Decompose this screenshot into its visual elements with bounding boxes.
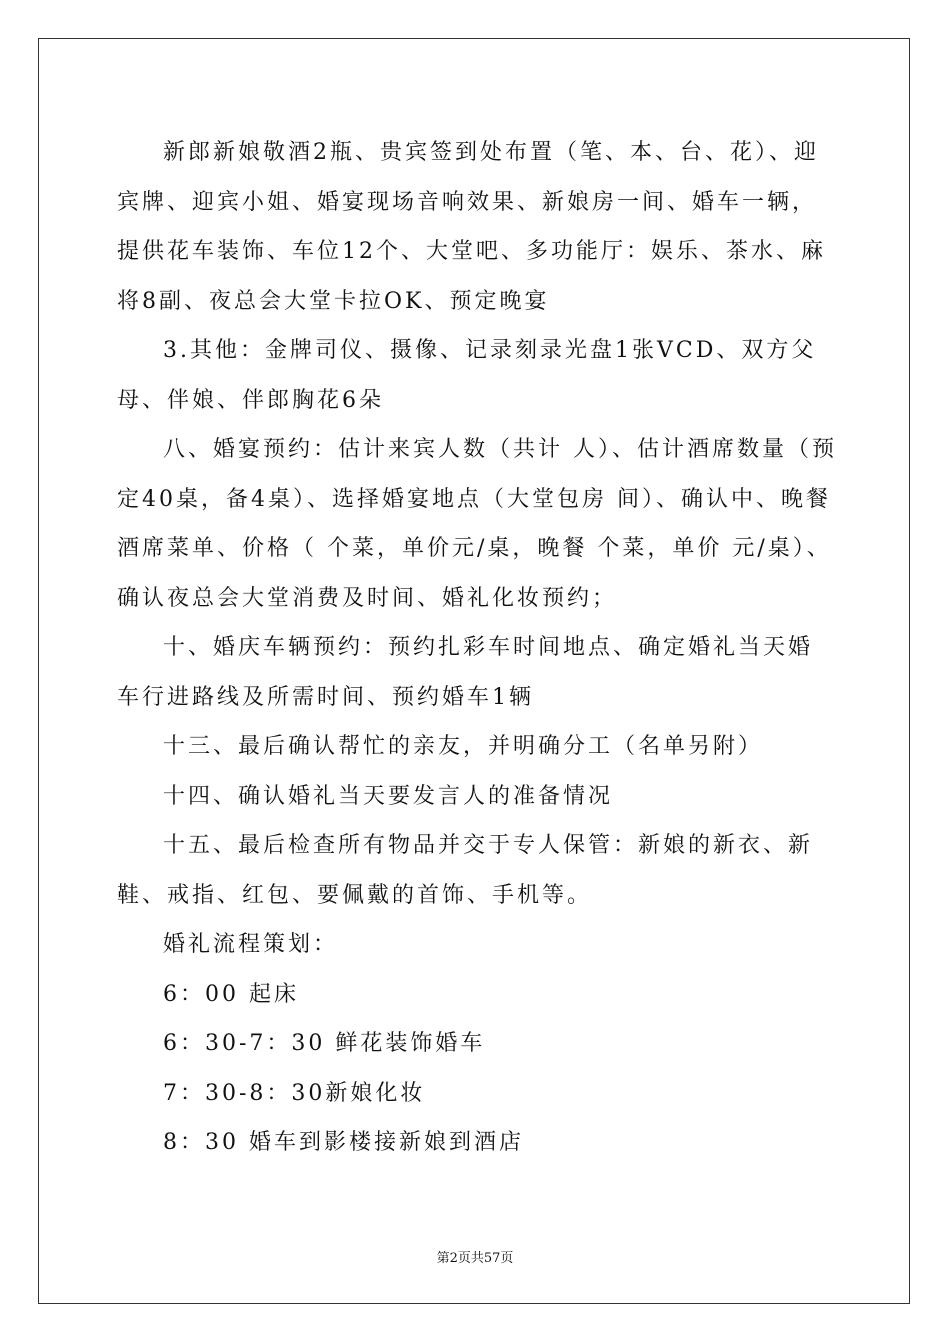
page-total: 共57页	[470, 1251, 514, 1266]
page-footer	[0, 1247, 950, 1266]
paragraph-4: 十、婚庆车辆预约：预约扎彩车时间地点、确定婚礼当天婚车行进路线及所需时间、预约婚车1辆	[117, 635, 814, 710]
paragraph-10: 6：30-7：30 鲜花装饰婚车	[163, 1031, 486, 1056]
paragraph-5: 十三、最后确认帮忙的亲友，并明确分工（名单另附）	[163, 734, 764, 759]
paragraph-8: 婚礼流程策划：	[163, 932, 339, 957]
paragraph-9: 6：00 起床	[163, 981, 299, 1007]
paragraph-12: 8：30 婚车到影楼接新娘到酒店	[163, 1130, 524, 1155]
paragraph-2: 3.其他：金牌司仪、摄像、记录刻录光盘1张VCD、双方父母、伴娘、伴郎胸花6朵	[117, 338, 817, 413]
document-body	[117, 128, 837, 1168]
page-number: 第2页	[436, 1251, 471, 1266]
paragraph-6: 十四、确认婚礼当天要发言人的准备情况	[163, 783, 614, 809]
paragraph-7: 十五、最后检查所有物品并交于专人保管：新娘的新衣、新鞋、戒指、红包、要佩戴的首饰、手机等。	[117, 833, 814, 908]
paragraph-3: 八、婚宴预约：估计来宾人数（共计 人）、估计酒席数量（预定40桌，备4桌）、选择婚宴地点（大堂包房 间）、确认中、晚餐酒席菜单、价格（ 个菜，单价元/桌，晚餐 个菜，单价 元/桌）、确认夜总会大堂消费及时间、婚礼化妆预约；	[117, 437, 837, 611]
paragraph-11: 7：30-8：30新娘化妆	[163, 1080, 426, 1106]
paragraph-1: 新郎新娘敬酒2瓶、贵宾签到处布置（笔、本、台、花）、迎宾牌、迎宾小姐、婚宴现场音响效果、新娘房一间、婚车一辆，提供花车装饰、车位12个、大堂吧、多功能厅：娱乐、茶水、麻将8副、夜总会大堂卡拉OK、预定晚宴	[117, 140, 826, 314]
